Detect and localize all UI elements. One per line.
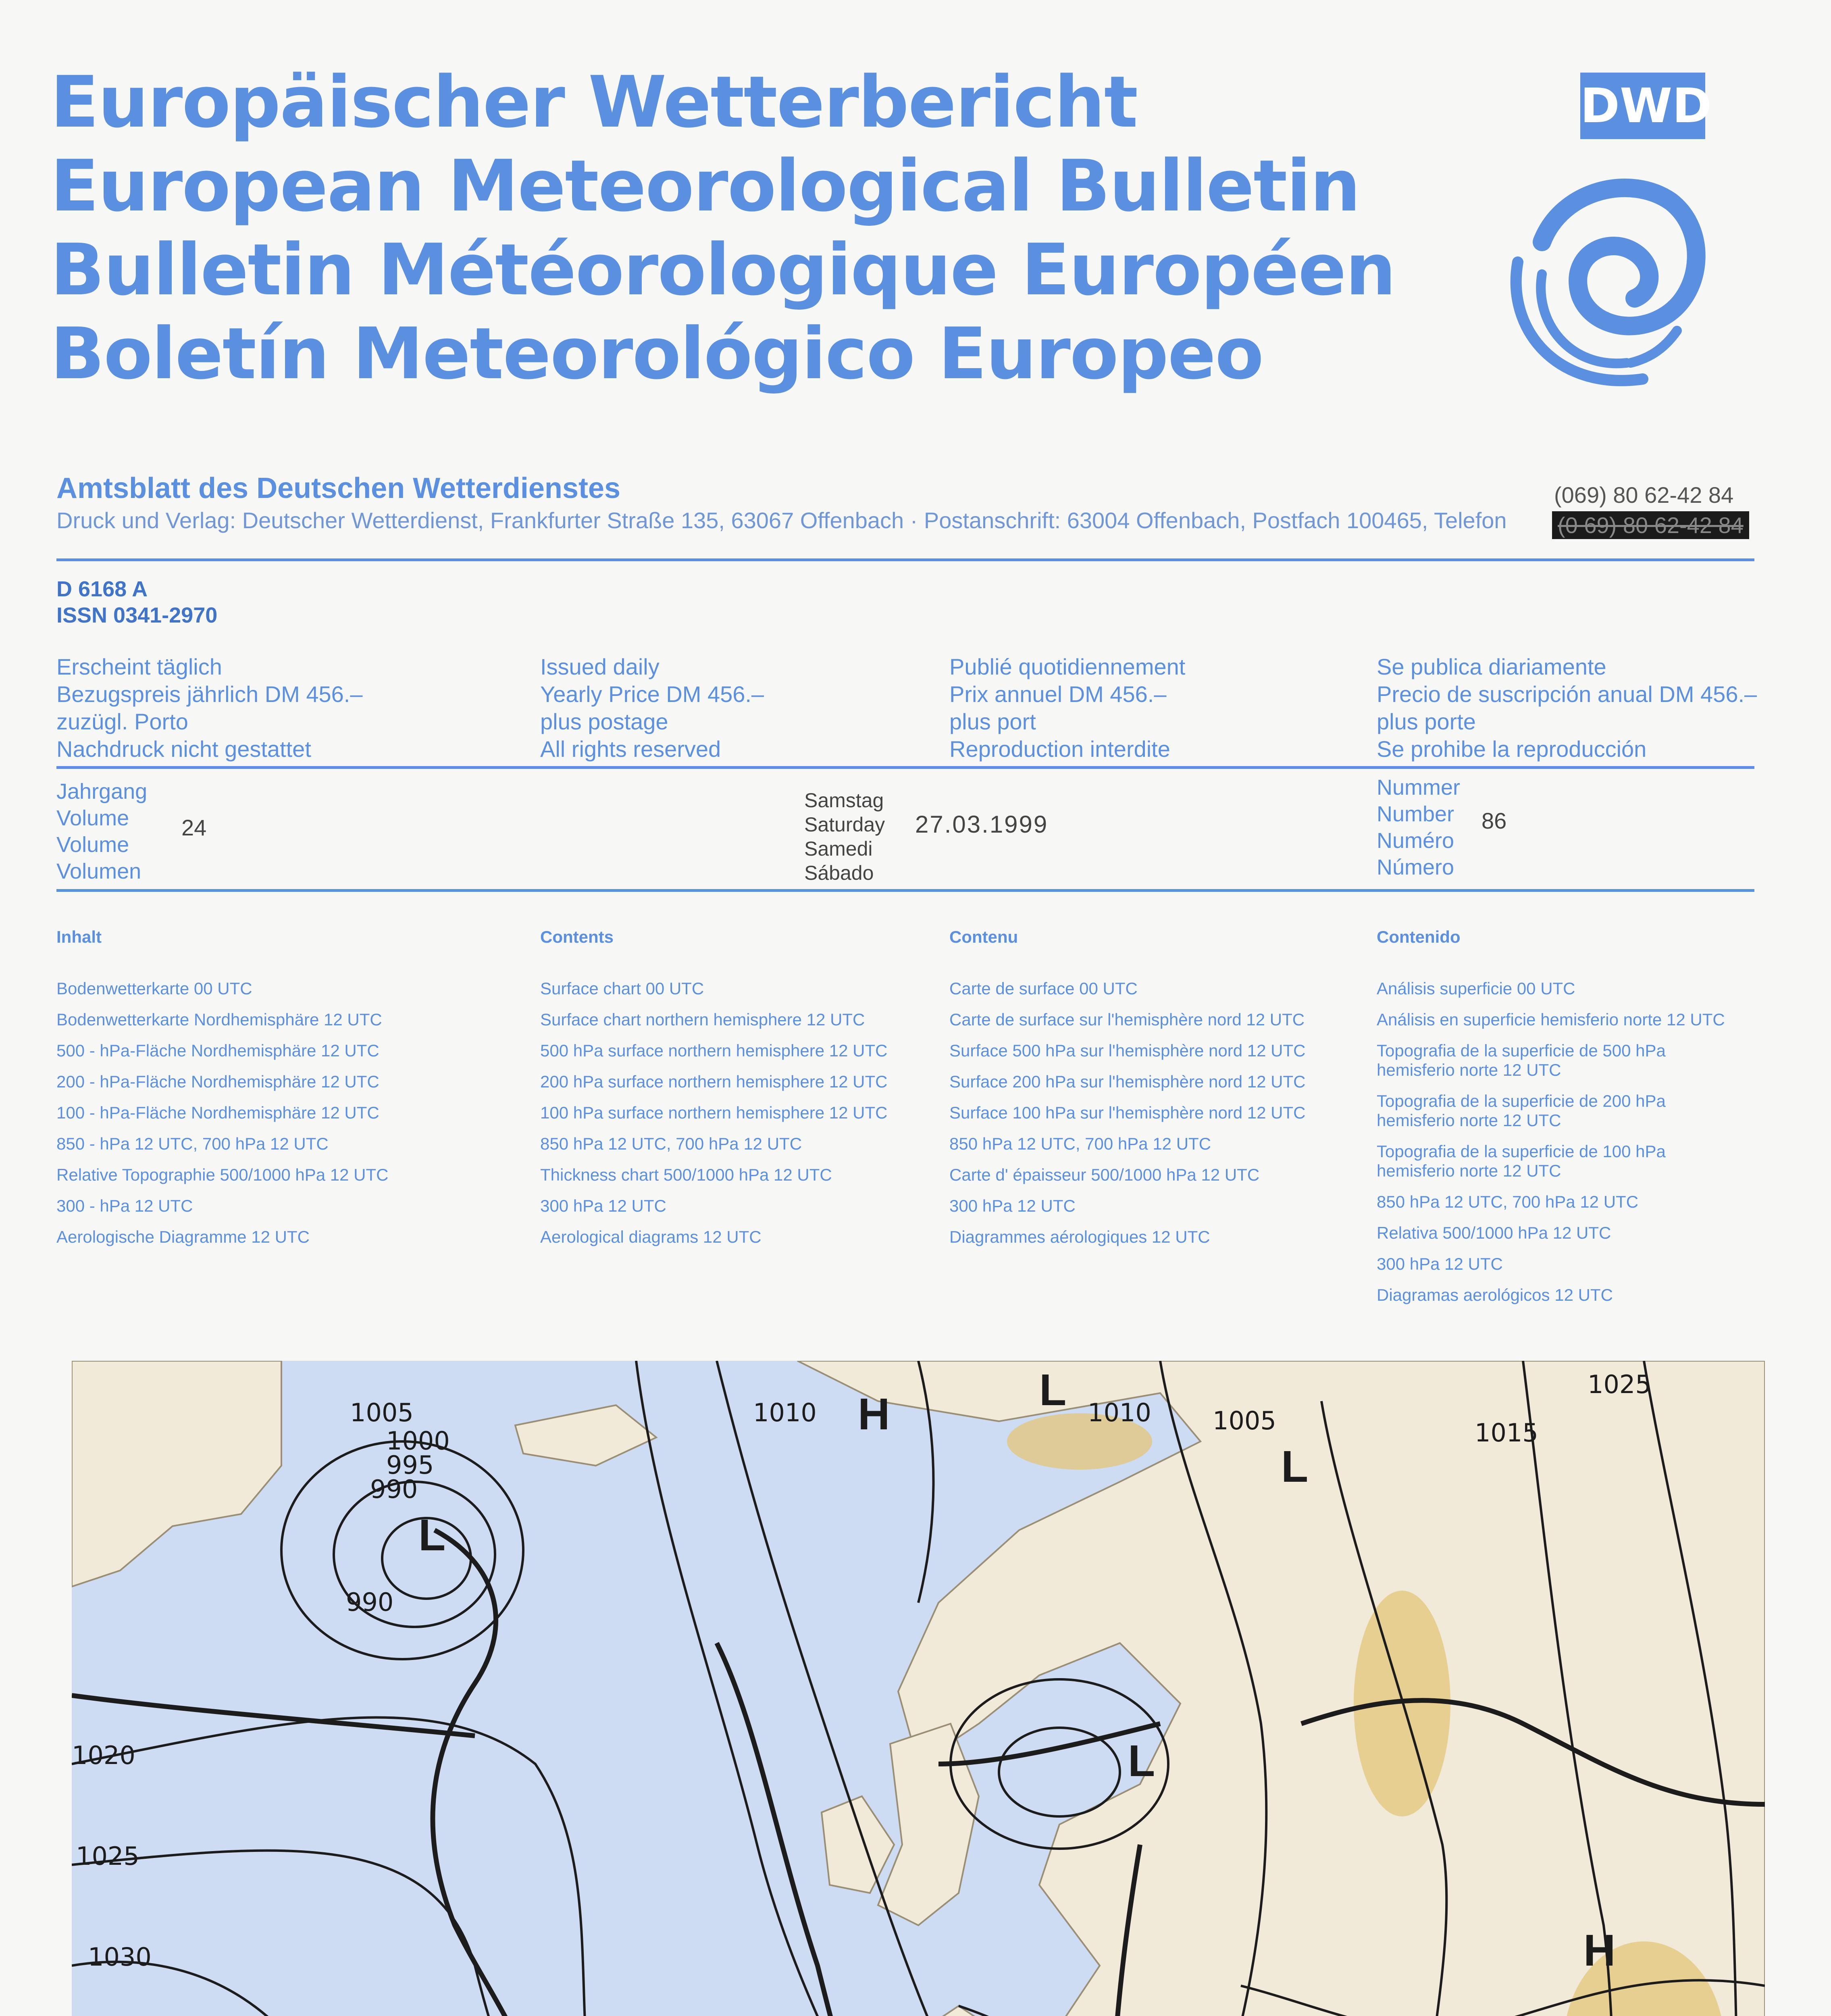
isobar-label: 1005 [350, 1398, 414, 1427]
swirl-icon [1494, 73, 1711, 395]
contents-item: Aerological diagrams 12 UTC [540, 1227, 762, 1246]
contents-item: Análisis en superficie hemisferio norte 12 UTC [1377, 1010, 1725, 1029]
contents-item: Topografia de la superficie de 100 hPa hemisferio norte 12 UTC [1377, 1142, 1666, 1180]
contents-item: 850 - hPa 12 UTC, 700 hPa 12 UTC [56, 1134, 329, 1153]
issue-date: 27.03.1999 [915, 811, 1049, 838]
contents-item: 300 hPa 12 UTC [1377, 1254, 1503, 1273]
volume-value: 24 [181, 815, 207, 840]
publication-code: D 6168 A [56, 577, 148, 601]
contents-item: 200 hPa surface northern hemisphere 12 UTC [540, 1072, 888, 1091]
map-graphic [72, 1361, 1765, 2016]
info-line: Precio de suscripción anual DM 456.– [1377, 681, 1757, 707]
contents-item: Topografia de la superficie de 200 hPa hemisferio norte 12 UTC [1377, 1091, 1666, 1130]
contents-french [949, 927, 1305, 1258]
contents-item: 300 hPa 12 UTC [540, 1196, 666, 1215]
contents-heading: Contenu [949, 927, 1018, 946]
weekday-label: Samstag [804, 789, 884, 812]
number-label: Número [1377, 855, 1454, 879]
info-german [56, 653, 362, 763]
divider-2 [56, 766, 1754, 769]
info-line: Nachdruck nicht gestattet [56, 736, 311, 762]
weekday-label: Sábado [804, 862, 874, 884]
title-spanish: Boletín Meteorológico Europeo [50, 312, 1263, 395]
agency-title: Amtsblatt des Deutschen Wetterdienstes [56, 472, 621, 504]
isobar-label: 1000 [386, 1426, 450, 1456]
info-line: Publié quotidiennement [949, 654, 1186, 679]
isobar-label: 1030 [88, 1942, 152, 1972]
isobar-label: 1025 [1588, 1370, 1651, 1399]
contents-item: 100 - hPa-Fläche Nordhemisphäre 12 UTC [56, 1103, 379, 1122]
low-pressure-center: L [1281, 1442, 1309, 1491]
contents-item: Relativa 500/1000 hPa 12 UTC [1377, 1223, 1611, 1242]
info-english [540, 653, 764, 763]
info-line: All rights reserved [540, 736, 721, 762]
contents-item: Diagramas aerológicos 12 UTC [1377, 1285, 1613, 1304]
contents-item: 300 - hPa 12 UTC [56, 1196, 193, 1215]
contents-item: Surface 500 hPa sur l'hemisphère nord 12 UTC [949, 1041, 1306, 1060]
dwd-logo-text: DWD [1580, 73, 1705, 139]
divider-1 [56, 558, 1754, 561]
contents-item: 850 hPa 12 UTC, 700 hPa 12 UTC [540, 1134, 802, 1153]
title-english: European Meteorological Bulletin [50, 145, 1360, 227]
title-german: Europäischer Wetterbericht [50, 61, 1138, 144]
number-label: Number [1377, 802, 1454, 826]
isobar-label: 1005 [1213, 1406, 1276, 1435]
title-french: Bulletin Météorologique Européen [50, 229, 1395, 311]
high-pressure-center: H [858, 1389, 890, 1439]
isobar-label: 990 [346, 1587, 394, 1617]
contents-item: 850 hPa 12 UTC, 700 hPa 12 UTC [1377, 1192, 1639, 1211]
volume-label: Volume [56, 833, 129, 857]
volume-labels [56, 778, 147, 885]
low-pressure-center: L [418, 1510, 446, 1560]
contents-spanish [1377, 927, 1739, 1316]
contents-item: 300 hPa 12 UTC [949, 1196, 1076, 1215]
contents-item: Surface chart northern hemisphere 12 UTC [540, 1010, 865, 1029]
info-line: Reproduction interdite [949, 736, 1170, 762]
dwd-logo [1494, 73, 1711, 395]
info-french [949, 653, 1185, 763]
volume-label: Volume [56, 806, 129, 830]
phone-number: (069) 80 62-42 84 [1554, 482, 1734, 508]
surface-weather-map [72, 1361, 1765, 2016]
divider-3 [56, 889, 1754, 892]
info-line: Se prohibe la reproducción [1377, 736, 1647, 762]
weekday-labels [804, 788, 885, 885]
contents-item: Aerologische Diagramme 12 UTC [56, 1227, 310, 1246]
isobar-label: 1025 [76, 1841, 139, 1871]
isobar-label: 990 [370, 1475, 418, 1504]
info-line: Yearly Price DM 456.– [540, 681, 764, 707]
info-line: plus port [949, 709, 1036, 734]
issue-number: 86 [1481, 808, 1507, 833]
isobar-label: 1015 [1475, 1418, 1538, 1447]
low-pressure-center: L [1039, 1365, 1067, 1415]
volume-label: Jahrgang [56, 779, 148, 804]
contents-item: 200 - hPa-Fläche Nordhemisphäre 12 UTC [56, 1072, 379, 1091]
info-line: plus porte [1377, 709, 1476, 734]
info-line: Se publica diariamente [1377, 654, 1606, 679]
low-pressure-center: L [1128, 1736, 1155, 1786]
contents-item: Análisis superficie 00 UTC [1377, 979, 1575, 998]
contents-item: 500 - hPa-Fläche Nordhemisphäre 12 UTC [56, 1041, 379, 1060]
weekday-label: Samedi [804, 837, 873, 860]
volume-label: Volumen [56, 859, 141, 883]
number-label: Numéro [1377, 829, 1454, 853]
contents-item: Relative Topographie 500/1000 hPa 12 UTC [56, 1165, 389, 1184]
info-line: Prix annuel DM 456.– [949, 681, 1167, 707]
contents-item: 500 hPa surface northern hemisphere 12 UTC [540, 1041, 888, 1060]
issn: ISSN 0341-2970 [56, 603, 218, 627]
info-line: Erscheint täglich [56, 654, 222, 679]
contents-item: Topografia de la superficie de 500 hPa hemisferio norte 12 UTC [1377, 1041, 1666, 1079]
phone-number-redacted: (0 69) 80 62-42 84 [1552, 511, 1749, 539]
contents-item: 850 hPa 12 UTC, 700 hPa 12 UTC [949, 1134, 1211, 1153]
contents-item: Surface chart 00 UTC [540, 979, 704, 998]
contents-item: Surface 100 hPa sur l'hemisphère nord 12 UTC [949, 1103, 1306, 1122]
info-line: Bezugspreis jährlich DM 456.– [56, 681, 363, 707]
isobar-label: 995 [386, 1450, 434, 1480]
number-label: Nummer [1377, 775, 1461, 800]
contents-heading: Inhalt [56, 927, 102, 946]
contents-heading: Contenido [1377, 927, 1461, 946]
contents-item: Bodenwetterkarte 00 UTC [56, 979, 252, 998]
weekday-label: Saturday [804, 813, 885, 836]
number-labels [1377, 774, 1460, 881]
title-block [50, 60, 1395, 396]
contents-heading: Contents [540, 927, 614, 946]
contents-item: Carte de surface sur l'hemisphère nord 12 UTC [949, 1010, 1305, 1029]
info-line: zuzügl. Porto [56, 709, 188, 734]
publisher-address: Druck und Verlag: Deutscher Wetterdienst, Frankfurter Straße 135, 63067 Offenbach · Postanschrift: 63004 Offenbach, Postfach 100465, Telefon [56, 508, 1507, 533]
contents-item: Diagrammes aérologiques 12 UTC [949, 1227, 1210, 1246]
high-pressure-center: H [1583, 1926, 1616, 1975]
info-line: Issued daily [540, 654, 660, 679]
isobar-label: 1010 [753, 1398, 817, 1427]
contents-item: Carte d' épaisseur 500/1000 hPa 12 UTC [949, 1165, 1260, 1184]
contents-item: Bodenwetterkarte Nordhemisphäre 12 UTC [56, 1010, 382, 1029]
isobar-label: 1010 [1088, 1398, 1151, 1427]
contents-item: Surface 200 hPa sur l'hemisphère nord 12 UTC [949, 1072, 1306, 1091]
contents-item: Carte de surface 00 UTC [949, 979, 1138, 998]
contents-item: 100 hPa surface northern hemisphere 12 UTC [540, 1103, 888, 1122]
contents-english [540, 927, 887, 1258]
info-spanish [1377, 653, 1757, 763]
info-line: plus postage [540, 709, 668, 734]
contents-german [56, 927, 388, 1258]
isobar-label: 1020 [72, 1741, 135, 1770]
contents-item: Thickness chart 500/1000 hPa 12 UTC [540, 1165, 832, 1184]
